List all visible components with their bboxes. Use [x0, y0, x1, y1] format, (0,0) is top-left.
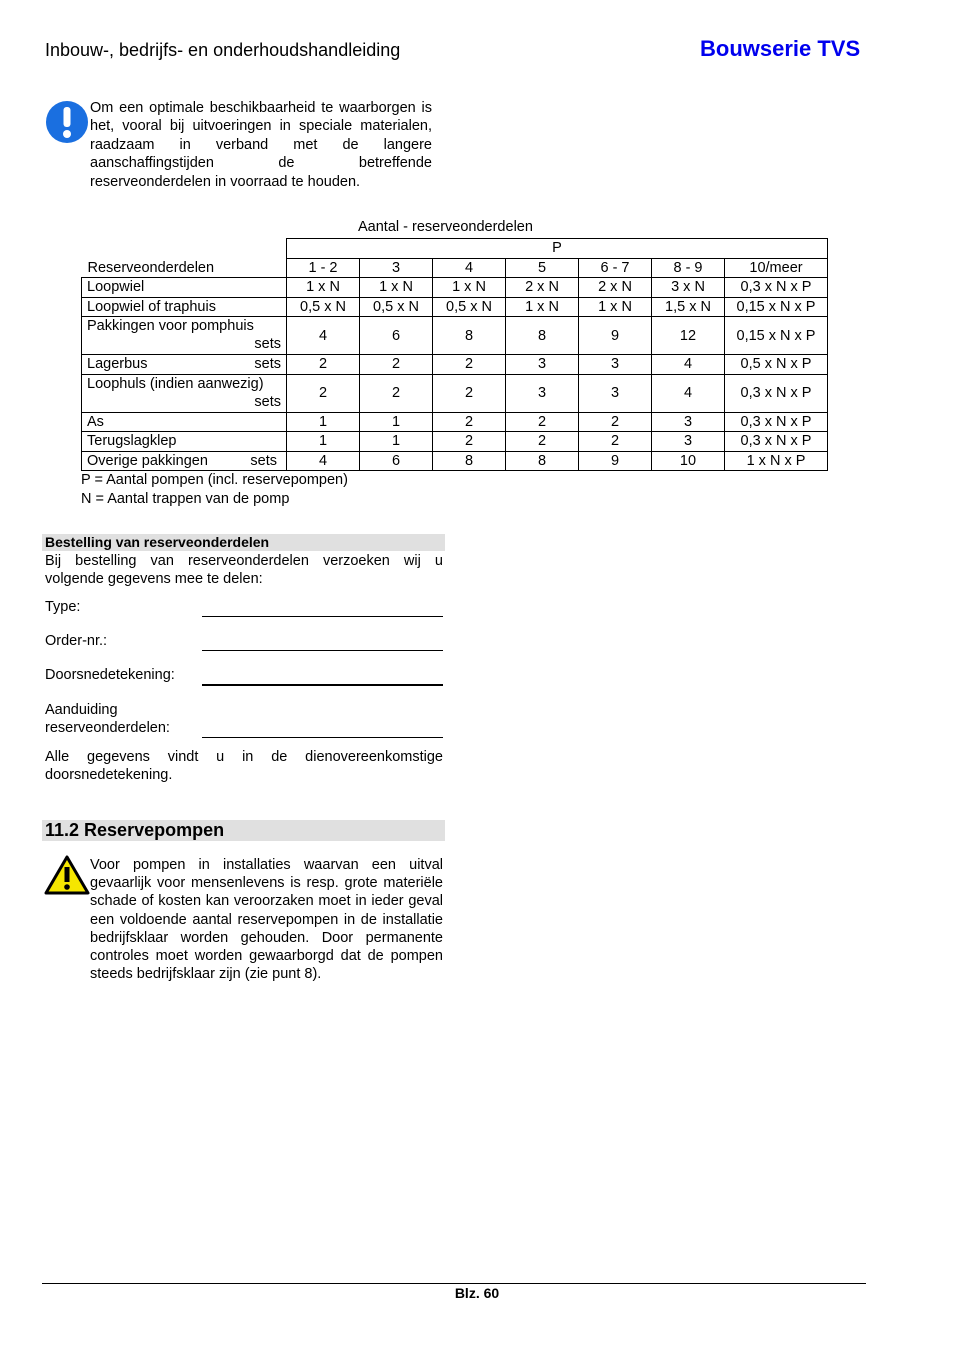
legend-n: N = Aantal trappen van de pomp — [81, 490, 290, 507]
ordering-closing: Alle gegevens vindt u in de dienovereenkomstige doorsnedetekening. — [45, 749, 443, 784]
reserve-pumps-warning: Voor pompen in installaties waarvan een uitval gevaarlijk voor mensenlevens is resp. grote materiële schade of kosten kan veroorzaken moet in ieder geval een voldoende aantal reservepompen in de installatie bedrijfsklaar worden gehouden. Door permanente controles moet worden gewaarborgd dat de pompen steeds bedrijfsklaar zijn (zie punt 8). — [90, 857, 443, 983]
table-cell: 2 — [579, 432, 652, 452]
row-header: Reserveonderdelen — [87, 259, 215, 276]
table-cell: 8 — [433, 317, 506, 355]
table-cell: 2 — [360, 374, 433, 412]
table-cell: 4 — [652, 355, 725, 375]
table-cell: 0,3 x N x P — [725, 278, 828, 298]
table-row — [82, 432, 828, 452]
table-cell: 1 x N — [579, 297, 652, 317]
table-row — [82, 297, 828, 317]
table-cell: 2 — [433, 412, 506, 432]
parts-label-line2: reserveonderdelen: — [45, 720, 170, 737]
part-name-cell — [82, 355, 287, 375]
table-cell: 10 — [652, 451, 725, 471]
table-cell: 0,15 x N x P — [725, 317, 828, 355]
part-unit: sets — [254, 336, 281, 352]
table-cell: 8 — [506, 451, 579, 471]
table-row — [82, 317, 828, 355]
part-name-cell — [82, 451, 287, 471]
part-name: Terugslagklep — [82, 432, 287, 452]
reserve-pumps-heading-bar — [42, 820, 445, 841]
part-name: Pakkingen voor pomphuis — [87, 318, 254, 334]
drawing-label: Doorsnedetekening: — [45, 667, 175, 683]
table-cell: 1 x N — [506, 297, 579, 317]
table-cell: 4 — [652, 374, 725, 412]
table-row — [82, 451, 828, 471]
part-name: Loophuls (indien aanwezig) — [87, 375, 264, 392]
table-row — [82, 412, 828, 432]
table-cell: 1,5 x N — [652, 297, 725, 317]
info-exclamation-icon — [45, 100, 89, 144]
table-cell: 8 — [433, 451, 506, 471]
table-cell: 1 x N x P — [725, 451, 828, 471]
table-cell: 3 — [652, 432, 725, 452]
table-cell: 3 — [579, 355, 652, 375]
column-header: 1 - 2 — [287, 258, 360, 278]
part-name: Loopwiel of traphuis — [82, 297, 287, 317]
part-unit: sets — [250, 452, 277, 469]
parts-label-line1: Aanduiding — [45, 702, 118, 718]
column-header: 10/meer — [725, 258, 828, 278]
table-cell: 2 — [506, 412, 579, 432]
table-cell: 0,5 x N — [433, 297, 506, 317]
column-header: 3 — [360, 258, 433, 278]
availability-notice: Om een optimale beschikbaarheid te waarborgen is het, vooral bij uitvoeringen in speciale materialen, raadzaam in verband met de langere aanschaffingstijden de betreffende reserveonderdelen in voorraad te houden. — [90, 100, 432, 190]
table-cell: 3 x N — [652, 278, 725, 298]
table-cell: 0,5 x N — [360, 297, 433, 317]
page-number: Blz. 60 — [454, 1285, 500, 1301]
manual-title: Inbouw-, bedrijfs- en onderhoudshandleiding — [45, 40, 401, 60]
column-header: 4 — [433, 258, 506, 278]
part-unit: sets — [254, 393, 281, 410]
table-cell: 2 x N — [506, 278, 579, 298]
table-cell: 1 x N — [287, 278, 360, 298]
table-cell: 3 — [506, 355, 579, 375]
table-cell: 8 — [506, 317, 579, 355]
table-cell: 1 — [287, 412, 360, 432]
table-cell: 2 — [360, 355, 433, 375]
type-label: Type: — [45, 599, 81, 615]
table-cell: 0,3 x N x P — [725, 412, 828, 432]
table-cell: 2 — [433, 374, 506, 412]
table-cell: 4 — [287, 451, 360, 471]
table-cell: 1 — [360, 412, 433, 432]
order-number-label: Order-nr.: — [45, 633, 108, 649]
table-cell: 1 x N — [360, 278, 433, 298]
order-number-field[interactable] — [202, 650, 443, 651]
p-header: P — [287, 239, 828, 259]
table-cell: 9 — [579, 317, 652, 355]
table-cell: 3 — [506, 374, 579, 412]
table-cell: 2 — [433, 355, 506, 375]
table-cell: 0,3 x N x P — [725, 374, 828, 412]
column-header: 5 — [506, 258, 579, 278]
table-row — [82, 355, 828, 375]
part-name-cell — [82, 374, 287, 412]
legend-p: P = Aantal pompen (incl. reservepompen) — [81, 472, 348, 488]
part-name: Lagerbus — [87, 356, 148, 373]
spare-parts-table — [81, 238, 828, 471]
table-cell: 2 — [579, 412, 652, 432]
table-cell: 6 — [360, 451, 433, 471]
table-cell: 3 — [652, 412, 725, 432]
table-cell: 2 x N — [579, 278, 652, 298]
table-cell: 2 — [506, 432, 579, 452]
table-cell: 0,5 x N x P — [725, 355, 828, 375]
type-field[interactable] — [202, 616, 443, 617]
table-legend — [81, 471, 348, 508]
warning-triangle-icon — [44, 855, 90, 895]
table-cell: 9 — [579, 451, 652, 471]
part-name: Loopwiel — [82, 278, 287, 298]
ordering-intro: Bij bestelling van reserveonderdelen verzoeken wij u volgende gegevens mee te delen: — [45, 553, 443, 588]
part-unit: sets — [254, 356, 281, 373]
table-cell: 2 — [287, 355, 360, 375]
part-name: As — [82, 412, 287, 432]
table-cell: 12 — [652, 317, 725, 355]
table-cell: 3 — [579, 374, 652, 412]
table-row — [82, 374, 828, 412]
series-title: Bouwserie TVS — [700, 36, 861, 61]
table-cell: 4 — [287, 317, 360, 355]
column-header: 6 - 7 — [579, 258, 652, 278]
table-cell: 1 — [287, 432, 360, 452]
reserve-pumps-heading: 11.2 Reservepompen — [45, 820, 225, 840]
parts-field[interactable] — [202, 737, 443, 738]
table-cell: 0,15 x N x P — [725, 297, 828, 317]
table-cell: 2 — [433, 432, 506, 452]
ordering-heading-bar — [42, 534, 445, 551]
table-cell: 0,3 x N x P — [725, 432, 828, 452]
ordering-heading: Bestelling van reserveonderdelen — [45, 534, 270, 550]
table-cell: 0,5 x N — [287, 297, 360, 317]
table-cell: 1 — [360, 432, 433, 452]
column-header: 8 - 9 — [652, 258, 725, 278]
drawing-field[interactable] — [202, 684, 443, 686]
table-cell: 1 x N — [433, 278, 506, 298]
table-cell: 2 — [287, 374, 360, 412]
table-row — [82, 278, 828, 298]
parts-label — [45, 701, 170, 738]
table-caption: Aantal - reserveonderdelen — [358, 219, 533, 235]
part-name: Overige pakkingen — [87, 452, 208, 469]
table-cell: 6 — [360, 317, 433, 355]
footer-divider — [42, 1283, 866, 1284]
part-name-cell — [82, 317, 287, 355]
